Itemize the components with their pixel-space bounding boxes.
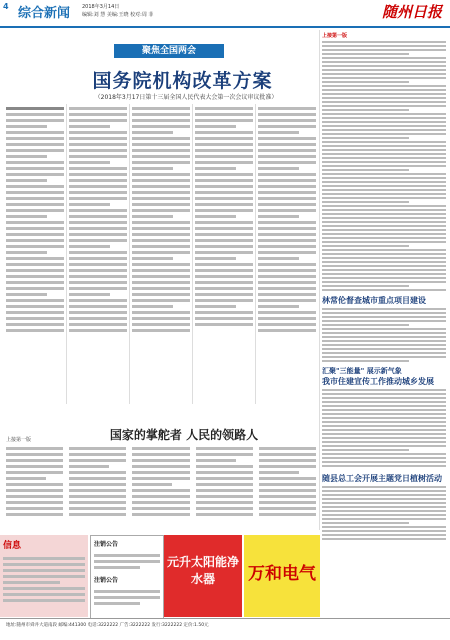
water-purifier-ad (164, 535, 242, 617)
continued-label: 上接第一版 (322, 33, 348, 39)
article-column-4 (195, 104, 253, 384)
column-divider (319, 30, 320, 530)
column-divider (129, 104, 130, 404)
editors-line: 编辑:刘 慧 美编:王晓 校对:周 菲 (82, 12, 154, 18)
story-headline-2: 我市住建宣传工作推动城乡发展 (322, 377, 434, 386)
right-column (322, 32, 446, 542)
water-purifier-ad-text: 元升太阳能净水器 (166, 555, 239, 586)
info-ad-box (0, 535, 88, 617)
footer-text: 地址:随州市舜井大道南段 邮编:441300 电话:3222222 广告:3222222 发行:3222222 定价:1.50元 (6, 623, 209, 628)
issue-date: 2018年3月14日 (82, 4, 120, 10)
article-column-1 (6, 104, 64, 384)
appliance-ad-text: 万和电气 (248, 564, 316, 584)
notice-ad-title-2: 注销公告 (94, 577, 119, 584)
section-title: 综合新闻 (18, 6, 71, 21)
appliance-ad (244, 535, 320, 617)
notice-ad-title-1: 注销公告 (94, 541, 119, 548)
main-headline: 国务院机构改革方案 (92, 70, 273, 92)
topic-banner: 聚焦全国两会 (114, 44, 224, 58)
story-kicker-2: 汇聚"三能量" 展示新气象 (322, 367, 402, 375)
bottom-story-headline: 国家的掌舵者 人民的领路人 (109, 428, 259, 442)
main-subhead: （2018年3月17日第十三届全国人民代表大会第一次会议审议批准） (94, 94, 278, 101)
newspaper-logo: 随州日报 (381, 3, 442, 21)
bottom-story-body (6, 444, 316, 532)
column-divider (192, 104, 193, 404)
article-column-5 (258, 104, 316, 384)
column-divider (255, 104, 256, 404)
bottom-continued-label: 上接第一版 (6, 437, 32, 443)
page-number: 4 (3, 2, 9, 11)
notice-ad-box (90, 535, 164, 619)
info-ad-title: 信息 (3, 541, 22, 551)
column-divider (66, 104, 67, 404)
story-headline-3: 随县总工会开展主题党日植树活动 (322, 474, 442, 483)
story-headline-1: 林常伦督查城市重点项目建设 (322, 296, 426, 305)
article-column-3 (132, 104, 190, 384)
page-footer (0, 618, 450, 639)
article-column-2 (69, 104, 127, 384)
